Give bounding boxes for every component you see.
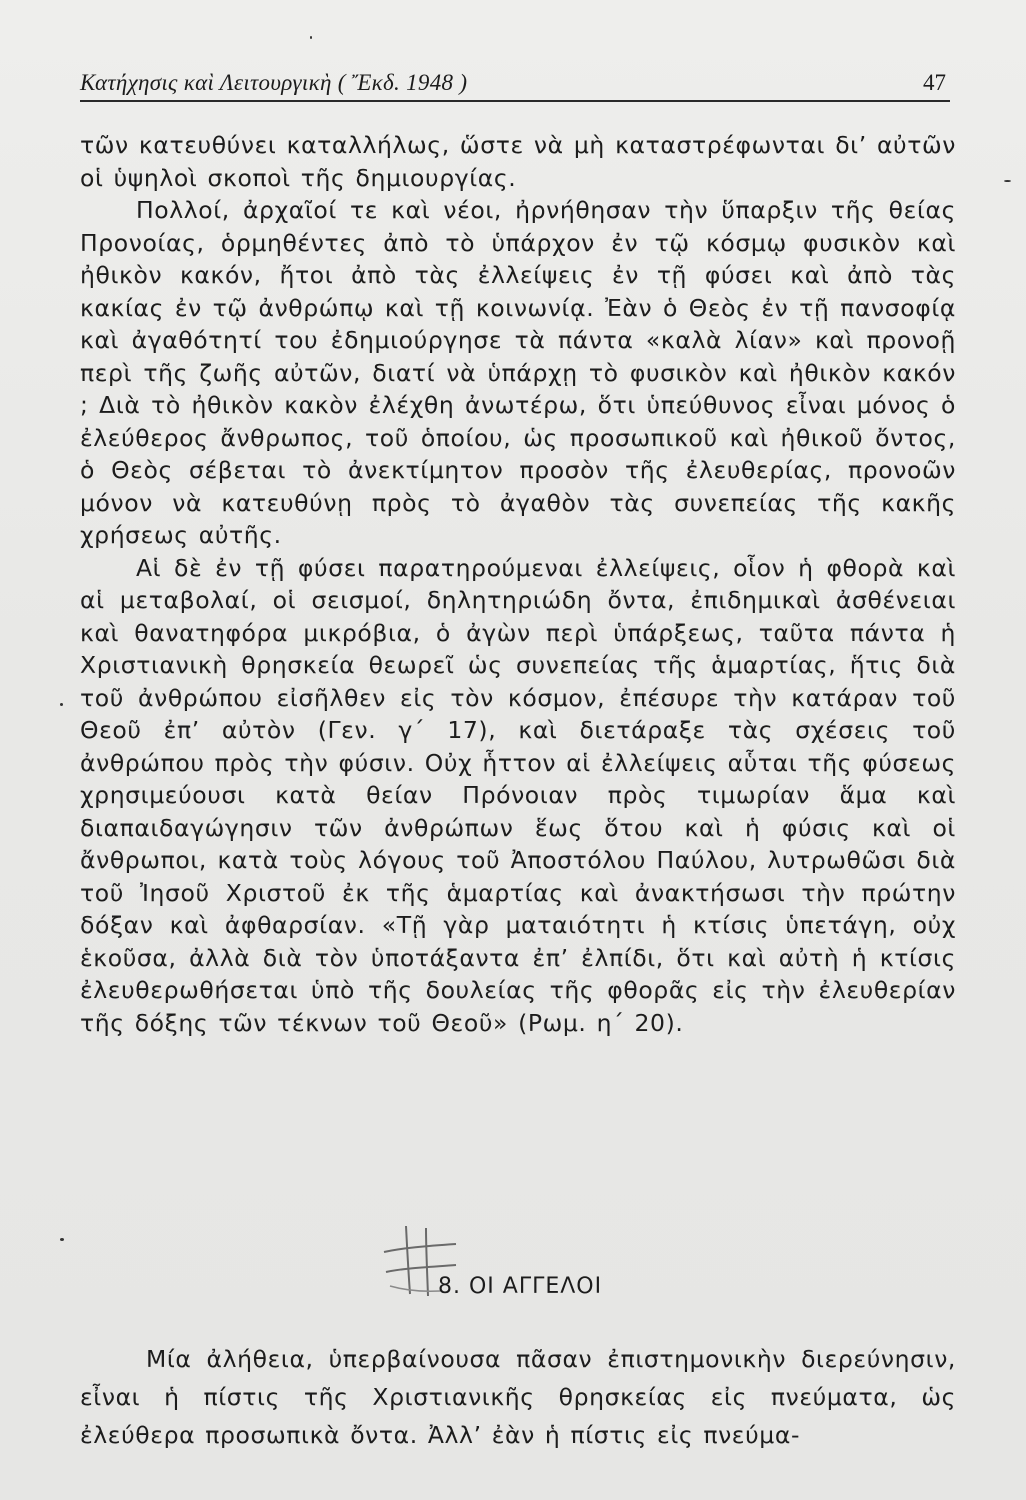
paragraph-continuation: τῶν κατευθύνει καταλλήλως, ὥστε νὰ μὴ καταστρέφωνται δι’ αὐτῶν οἱ ὑψηλοὶ σκοποὶ τῆς δημιουργίας. bbox=[80, 131, 956, 192]
running-head bbox=[80, 66, 950, 102]
paper-speck bbox=[310, 36, 312, 39]
paragraph-providence: Πολλοί, ἀρχαῖοί τε καὶ νέοι, ἠρνήθησαν τὴν ὕπαρξιν τῆς θείας Προνοίας, ὁρμηθέντες ἀπὸ τὸ ὑπάρχον ἐν τῷ κόσμῳ φυσικὸν καὶ ἠθικὸν κακόν, ἤτοι ἀπὸ τὰς ἐλλείψεις ἐν τῇ φύσει καὶ ἀπὸ τὰς κακίας ἐν τῷ ἀνθρώπῳ καὶ τῇ κοινωνίᾳ. Ἐὰν ὁ Θεὸς ἐν τῇ πανσοφίᾳ καὶ ἀγαθότητί του ἐδημιούργησε τὰ πάντα «καλὰ λίαν» καὶ προνοῇ περὶ τῆς ζωῆς αὐτῶν, διατί νὰ ὑπάρχῃ τὸ φυσικὸν καὶ ἠθικὸν κακόν ; Διὰ τὸ ἠθικὸν κακὸν ἐλέχθη ἀνωτέρω, ὅτι ὑπεύθυνος εἶναι μόνος ὁ ἐλεύθερος ἄνθρωπος, τοῦ ὁποίου, ὡς προσωπικοῦ καὶ ἠθικοῦ ὄντος, ὁ Θεὸς σέβεται τὸ ἀνεκτίμητον προσὸν τῆς ἐλευθερίας, προνοῶν μόνον νὰ κατευθύνῃ πρὸς τὸ ἀγαθὸν τὰς συνεπείας τῆς κακῆς χρήσεως αὐτῆς. bbox=[80, 196, 956, 549]
section-heading bbox=[380, 1222, 700, 1302]
paragraph-angels: Μία ἀλήθεια, ὑπερβαίνουσα πᾶσαν ἐπιστημονικὴν διερεύνησιν, εἶναι ἡ πίστις τῆς Χριστιανικῆς θρησκείας εἰς πνεύματα, ὡς ἐλεύθερα προσωπικὰ ὄντα. Ἀλλ’ ἐὰν ἡ πίστις εἰς πνεύμα- bbox=[80, 1345, 956, 1449]
main-text bbox=[80, 129, 956, 1039]
paper-speck bbox=[60, 703, 63, 706]
section-text bbox=[80, 1340, 956, 1454]
paper-speck bbox=[1004, 180, 1011, 182]
running-head-title: Κατήχησις καὶ Λειτουργικὴ ( Ἔκδ. 1948 ) bbox=[80, 70, 468, 95]
section-title: 8. ΟΙ ΑΓΓΕΛΟΙ bbox=[438, 1274, 603, 1299]
page-number: 47 bbox=[923, 70, 946, 95]
paper-speck bbox=[60, 1238, 64, 1241]
paragraph-natural-evil: Αἱ δὲ ἐν τῇ φύσει παρατηρούμεναι ἐλλείψεις, οἷον ἡ φθορὰ καὶ αἱ μεταβολαί, οἱ σεισμοί, δηλητηριώδη ὄντα, ἐπιδημικαὶ ἀσθένειαι καὶ θανατηφόρα μικρόβια, ὁ ἀγὼν περὶ ὑπάρξεως, ταῦτα πάντα ἡ Χριστιανικὴ θρησκεία θεωρεῖ ὡς συνεπείας τῆς ἁμαρτίας, ἥτις διὰ τοῦ ἀνθρώπου εἰσῆλθεν εἰς τὸν κόσμον, ἐπέσυρε τὴν κατάραν τοῦ Θεοῦ ἐπ’ αὐτὸν (Γεν. γ΄ 17), καὶ διετάραξε τὰς σχέσεις τοῦ ἀνθρώπου πρὸς τὴν φύσιν. Οὐχ ἧττον αἱ ἐλλείψεις αὗται τῆς φύσεως χρησιμεύουσι κατὰ θείαν Πρόνοιαν πρὸς τιμωρίαν ἅμα καὶ διαπαιδαγώγησιν τῶν ἀνθρώπων ἕως ὅτου καὶ ἡ φύσις καὶ οἱ ἄνθρωποι, κατὰ τοὺς λόγους τοῦ Ἀποστόλου Παύλου, λυτρωθῶσι διὰ τοῦ Ἰησοῦ Χριστοῦ ἐκ τῆς ἁμαρτίας καὶ ἀνακτήσωσι τὴν πρώτην δόξαν καὶ ἀφθαρσίαν. «Τῇ γὰρ ματαιότητι ἡ κτίσις ὑπετάγη, οὐχ ἑκοῦσα, ἀλλὰ διὰ τὸν ὑποτάξαντα ἐπ’ ἐλπίδι, ὅτι καὶ αὐτὴ ἡ κτίσις ἐλευθερωθήσεται ὑπὸ τῆς δουλείας τῆς φθορᾶς εἰς τὴν ἐλευθερίαν τῆς δόξης τῶν τέκνων τοῦ Θεοῦ» (Ρωμ. η΄ 20). bbox=[80, 553, 956, 1037]
